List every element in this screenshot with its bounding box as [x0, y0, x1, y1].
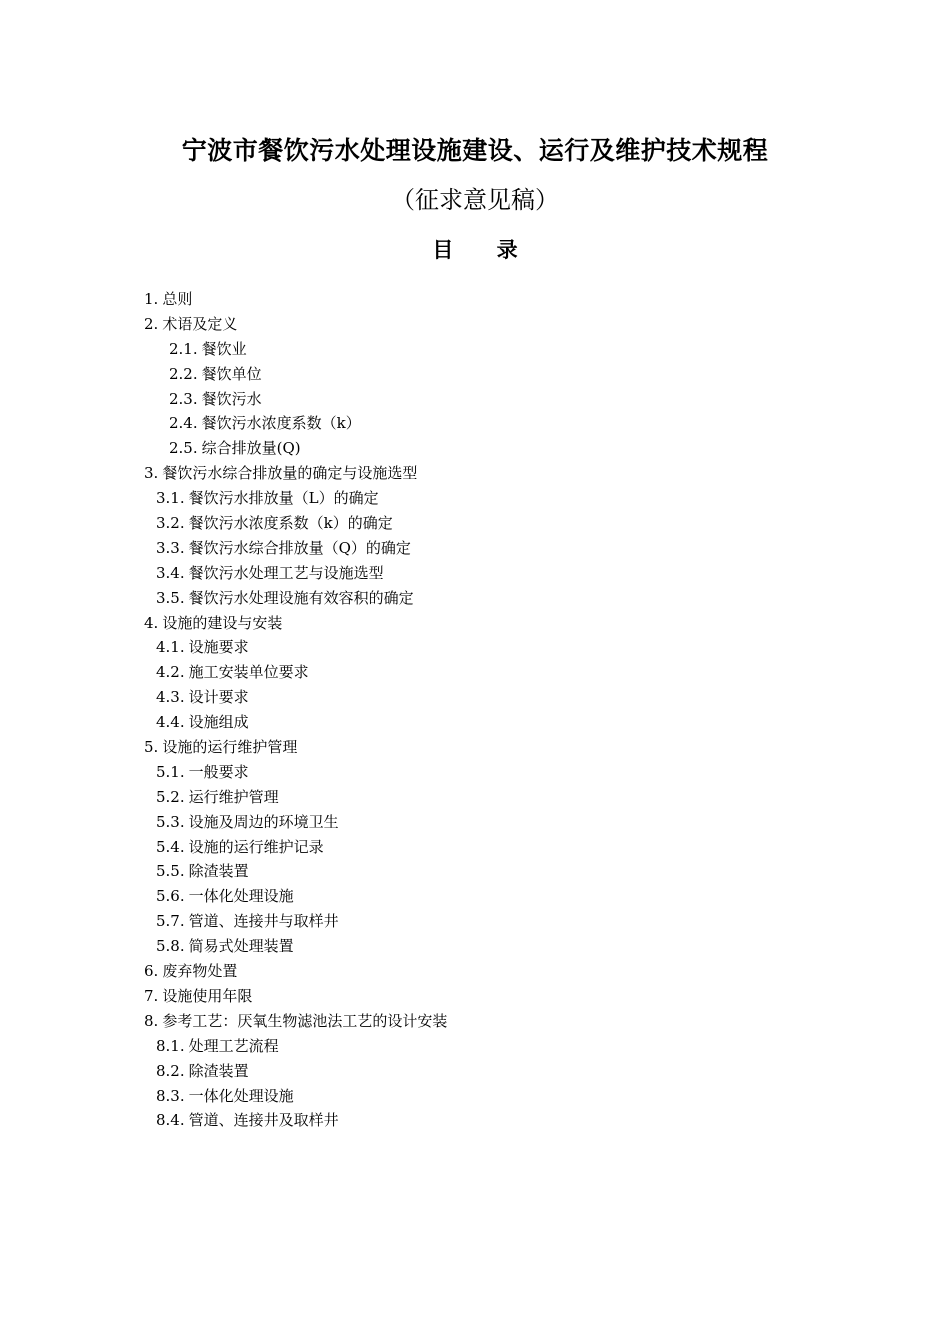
- toc-entry-number: 7.: [144, 986, 159, 1005]
- toc-entry-subsection: [0, 909, 950, 934]
- toc-entry-subsection: [0, 1084, 950, 1109]
- toc-entry-subsection: [0, 835, 950, 860]
- toc-entry-text: 餐饮污水综合排放量（Q）的确定: [188, 538, 411, 557]
- toc-entry-number: 3.: [144, 464, 159, 483]
- toc-entry-text: 餐饮单位: [201, 364, 262, 383]
- toc-entry-number: 1.: [144, 290, 159, 308]
- toc-entry-text: 管道、连接井及取样井: [188, 1111, 339, 1130]
- toc-entry-text: 运行维护管理: [188, 787, 279, 806]
- toc-entry-section: [0, 1009, 950, 1034]
- toc-entry-subsection: [0, 884, 950, 909]
- toc-entry-text: 除渣装置: [188, 1061, 249, 1080]
- toc-entry-number: 5.1.: [156, 762, 185, 781]
- toc-entry-text: 设施的建设与安装: [162, 613, 283, 632]
- toc-entry-section: [0, 611, 950, 636]
- toc-entry-number: 5.6.: [156, 887, 185, 906]
- toc-entry-section: [0, 984, 950, 1009]
- toc-entry-text: 餐饮污水排放量（L）的确定: [188, 489, 379, 508]
- toc-entry-text: 简易式处理装置: [188, 937, 294, 956]
- toc-entry-text: 设施要求: [188, 638, 249, 657]
- toc-entry-subsection: [0, 1108, 950, 1133]
- toc-entry-number: 2.1.: [169, 339, 198, 358]
- toc-entry-text: 设施组成: [188, 713, 249, 732]
- toc-entry-section: [0, 287, 950, 312]
- toc-entry-number: 5.7.: [156, 912, 185, 931]
- toc-entry-number: 8.1.: [156, 1036, 185, 1055]
- toc-entry-number: 6.: [144, 962, 159, 981]
- toc-entry-text: 餐饮污水处理工艺与设施选型: [188, 563, 384, 582]
- toc-entry-text: 餐饮污水: [201, 389, 262, 408]
- toc-entry-number: 4.2.: [156, 663, 185, 682]
- toc-entry-text: 设施使用年限: [162, 986, 253, 1005]
- toc-entry-number: 2.2.: [169, 364, 198, 383]
- toc-entry-subsection: [0, 1034, 950, 1059]
- toc-entry-number: 5.5.: [156, 862, 185, 881]
- toc-entry-text: 施工安装单位要求: [188, 663, 309, 682]
- toc-entry-subsection: [0, 635, 950, 660]
- toc-entry-number: 8.: [144, 1011, 159, 1030]
- toc-entry-text: 除渣装置: [188, 862, 249, 881]
- toc-entry-text: 一般要求: [188, 762, 249, 781]
- toc-entry-subsection: [0, 337, 950, 362]
- toc-entry-number: 3.3.: [156, 538, 185, 557]
- toc-entry-number: 5.2.: [156, 787, 185, 806]
- toc-entry-number: 3.1.: [156, 489, 185, 508]
- toc-entry-subsection: [0, 536, 950, 561]
- table-of-contents: [0, 287, 950, 1133]
- toc-entry-subsection: [0, 362, 950, 387]
- toc-entry-number: 5.8.: [156, 937, 185, 956]
- toc-entry-subsection: [0, 486, 950, 511]
- toc-entry-text: 总则: [162, 290, 193, 308]
- toc-entry-text: 处理工艺流程: [188, 1036, 279, 1055]
- toc-entry-subsection: [0, 934, 950, 959]
- toc-entry-number: 5.3.: [156, 812, 185, 831]
- toc-entry-text: 一体化处理设施: [188, 887, 294, 906]
- toc-entry-text: 废弃物处置: [162, 962, 238, 981]
- toc-entry-text: 餐饮污水浓度系数（k）的确定: [188, 514, 393, 533]
- toc-entry-text: 餐饮污水综合排放量的确定与设施选型: [162, 464, 418, 483]
- toc-entry-number: 3.5.: [156, 588, 185, 607]
- toc-entry-section: [0, 959, 950, 984]
- toc-entry-number: 4.: [144, 613, 159, 632]
- toc-entry-number: 2.3.: [169, 389, 198, 408]
- toc-entry-number: 4.4.: [156, 713, 185, 732]
- toc-entry-subsection: [0, 859, 950, 884]
- toc-entry-subsection: [0, 561, 950, 586]
- toc-entry-section: [0, 312, 950, 337]
- toc-entry-number: 4.1.: [156, 638, 185, 657]
- toc-entry-subsection: [0, 586, 950, 611]
- toc-heading: 目 录: [432, 237, 536, 262]
- toc-entry-subsection: [0, 785, 950, 810]
- toc-entry-number: 8.4.: [156, 1111, 185, 1130]
- toc-entry-subsection: [0, 685, 950, 710]
- toc-entry-number: 2.5.: [169, 439, 198, 458]
- toc-entry-section: [0, 735, 950, 760]
- document-title: 宁波市餐饮污水处理设施建设、运行及维护技术规程: [181, 136, 769, 165]
- toc-entry-number: 5.4.: [156, 837, 185, 856]
- toc-entry-subsection: [0, 710, 950, 735]
- toc-entry-number: 2.4.: [169, 414, 198, 433]
- toc-entry-subsection: [0, 511, 950, 536]
- toc-entry-text: 餐饮业: [201, 339, 247, 358]
- toc-entry-text: 设施及周边的环境卫生: [188, 812, 339, 831]
- toc-entry-text: 一体化处理设施: [188, 1086, 294, 1105]
- toc-entry-subsection: [0, 411, 950, 436]
- toc-entry-subsection: [0, 660, 950, 685]
- toc-entry-section: [0, 461, 950, 486]
- toc-entry-subsection: [0, 810, 950, 835]
- toc-entry-number: 2.: [144, 314, 159, 333]
- toc-entry-number: 5.: [144, 738, 159, 757]
- toc-entry-text: 术语及定义: [162, 314, 238, 333]
- toc-entry-number: 8.3.: [156, 1086, 185, 1105]
- document-subtitle: （征求意见稿）: [391, 186, 559, 214]
- toc-entry-text: 餐饮污水浓度系数（k）: [201, 414, 361, 433]
- toc-entry-subsection: [0, 387, 950, 412]
- toc-entry-subsection: [0, 760, 950, 785]
- toc-entry-subsection: [0, 436, 950, 461]
- toc-entry-text: 餐饮污水处理设施有效容积的确定: [188, 588, 414, 607]
- toc-entry-subsection: [0, 1059, 950, 1084]
- toc-entry-number: 4.3.: [156, 688, 185, 707]
- toc-entry-text: 设施的运行维护记录: [188, 837, 324, 856]
- toc-entry-text: 设施的运行维护管理: [162, 738, 298, 757]
- toc-entry-number: 8.2.: [156, 1061, 185, 1080]
- toc-entry-number: 3.4.: [156, 563, 185, 582]
- toc-entry-text: 参考工艺：厌氧生物滤池法工艺的设计安装: [162, 1011, 448, 1030]
- toc-entry-text: 管道、连接井与取样井: [188, 912, 339, 931]
- toc-entry-text: 综合排放量(Q): [201, 439, 301, 458]
- toc-entry-text: 设计要求: [188, 688, 249, 707]
- toc-entry-number: 3.2.: [156, 514, 185, 533]
